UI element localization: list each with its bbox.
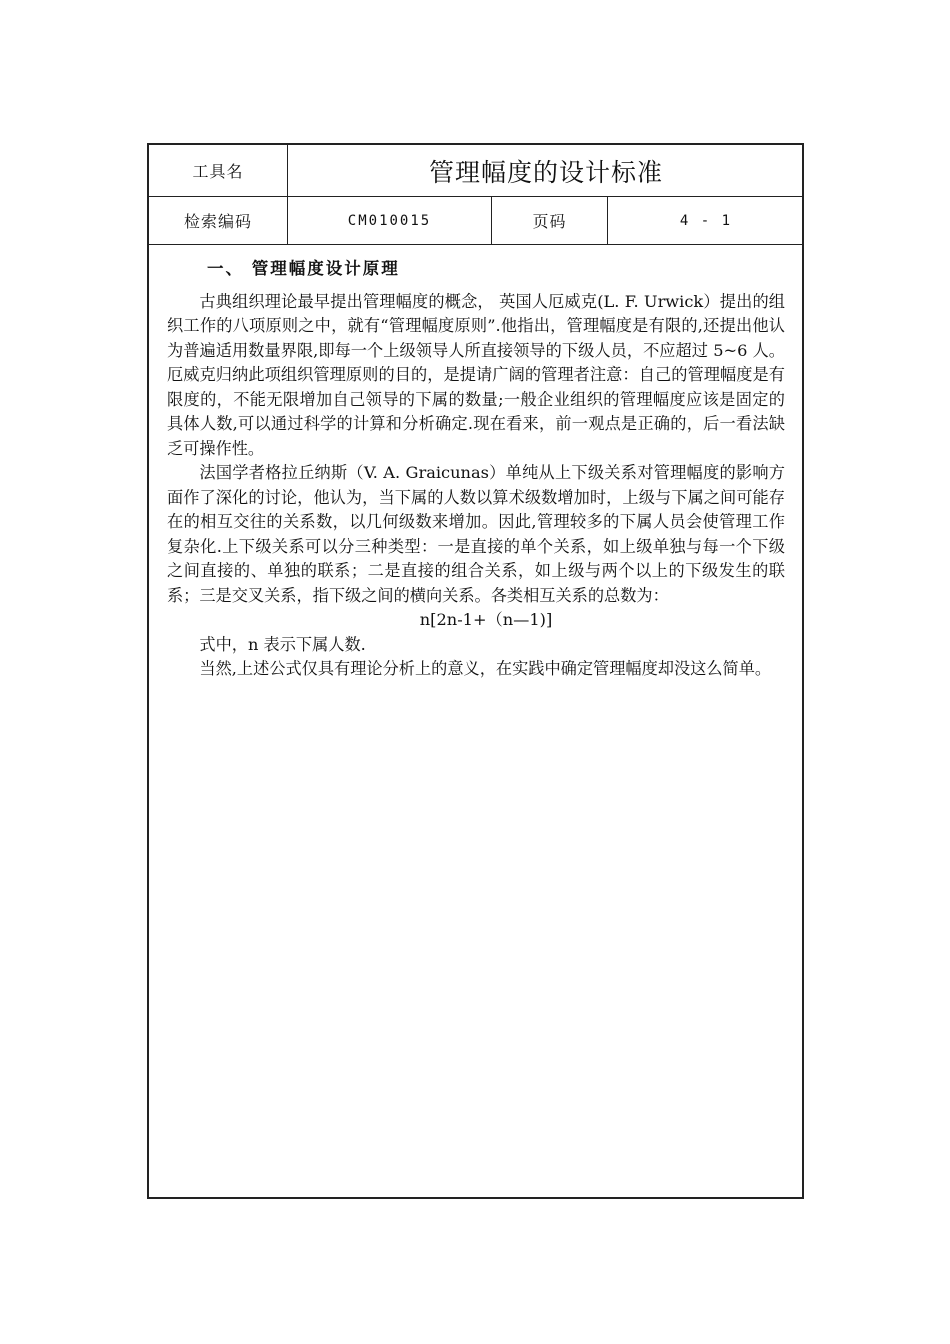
paragraph-urwick: 古典组织理论最早提出管理幅度的概念， 英国人厄威克(L. F. Urwick）提出的组织工作的八项原则之中，就有“管理幅度原则”.他指出，管理幅度是有限的,还提出他认为普遍适用数量界限,即每一个上级领导人所直接领导的下级人员，不应超过 5~6 人。厄威克归纳此项组织管理原则的目的，是提请广阔的管理者注意：自己的管理幅度是有限度的，不能无限增加自己领导的下属的数量;一般企业组织的管理幅度应该是固定的具体人数,可以通过科学的计算和分析确定.现在看来，前一观点是正确的，后一看法缺乏可操作性。 xyxy=(167,291,785,458)
page-label: 页码 xyxy=(532,212,567,231)
document-body xyxy=(167,257,785,682)
page-value-cell xyxy=(608,197,804,244)
page-value: 4 - 1 xyxy=(679,212,733,229)
tool-name-label: 工具名 xyxy=(192,162,244,181)
page-label-cell xyxy=(492,197,608,244)
search-code-label-cell xyxy=(149,197,288,244)
section-heading: 一、 管理幅度设计原理 xyxy=(207,259,400,278)
search-code-value: CM010015 xyxy=(347,212,432,229)
paragraph-graicunas: 法国学者格拉丘纳斯（V. A. Graicunas）单纯从上下级关系对管理幅度的影响方面作了深化的讨论，他认为，当下属的人数以算术级数增加时，上级与下属之间可能存在的相互交往的关系数，以几何级数来增加。因此,管理较多的下属人员会使管理工作复杂化.上下级关系可以分三种类型：一是直接的单个关系，如上级单独与每一个下级之间直接的、单独的联系；二是直接的组合关系，如上级与两个以上的下级发生的联系；三是交叉关系，指下级之间的横向关系。各类相互关系的总数为： xyxy=(167,463,785,605)
title-row xyxy=(149,145,802,197)
paragraph-formula-note: 式中，n 表示下属人数. xyxy=(199,634,366,654)
document-frame xyxy=(147,143,804,1199)
title-cell xyxy=(288,145,804,196)
formula: n[2n-1+（n—1)] xyxy=(419,610,553,629)
document-title: 管理幅度的设计标准 xyxy=(428,157,663,187)
tool-name-label-cell xyxy=(149,145,288,196)
meta-row xyxy=(149,197,802,245)
paragraph-conclusion: 当然,上述公式仅具有理论分析上的意义，在实践中确定管理幅度却没这么简单。 xyxy=(199,659,772,678)
search-code-label: 检索编码 xyxy=(183,212,252,231)
search-code-value-cell xyxy=(288,197,492,244)
